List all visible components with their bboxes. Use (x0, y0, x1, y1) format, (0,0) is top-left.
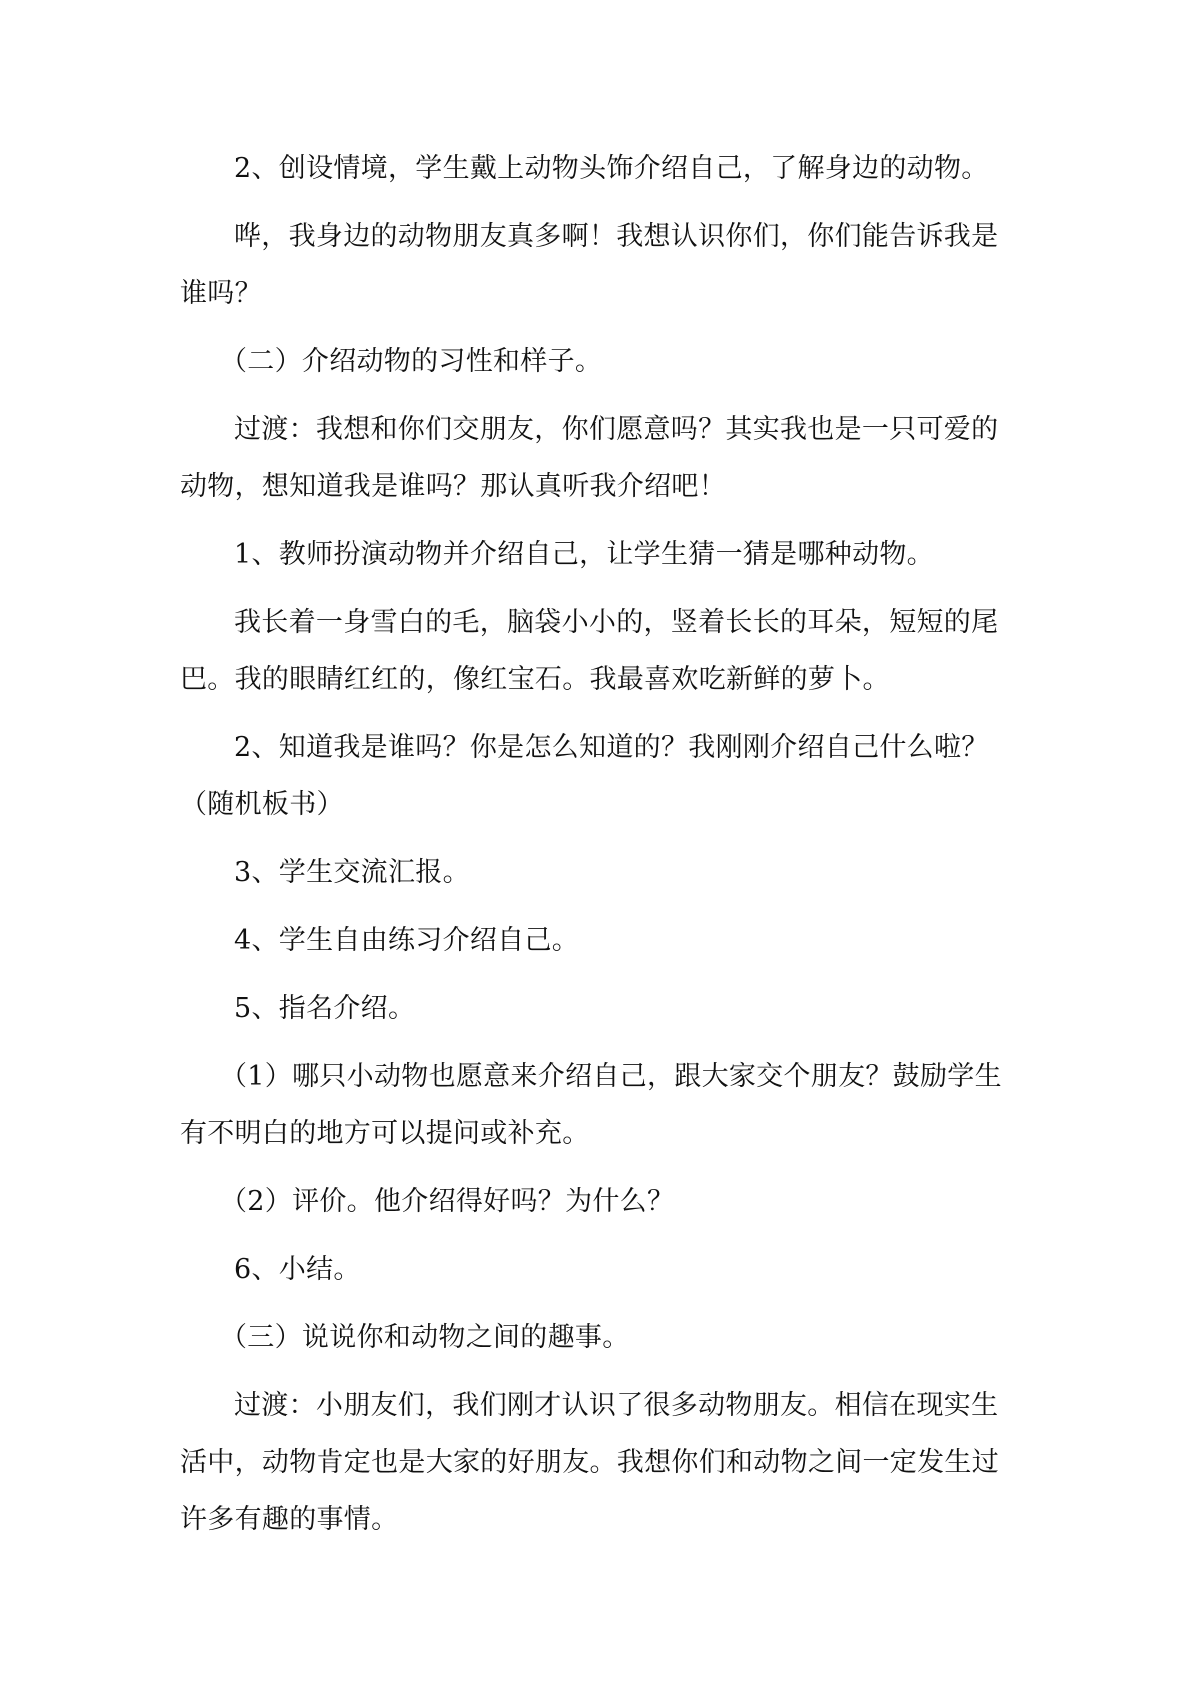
paragraph-step-2-create-scenario: 2、创设情境，学生戴上动物头饰介绍自己，了解身边的动物。 (234, 153, 989, 184)
paragraph-intro-animal-friends: 哗，我身边的动物朋友真多啊！我想认识你们，你们能告诉我是谁吗？ (180, 221, 999, 309)
paragraph-transition-2: 过渡：小朋友们，我们刚才认识了很多动物朋友。相信在现实生活中，动物肯定也是大家的好朋友。我想你们和动物之间一定发生过许多有趣的事情。 (180, 1390, 999, 1535)
section-heading-2: （二）介绍动物的习性和样子。 (220, 346, 603, 377)
paragraph-step-3-report: 3、学生交流汇报。 (234, 857, 470, 888)
paragraph-transition-1: 过渡：我想和你们交朋友，你们愿意吗？其实我也是一只可爱的动物，想知道我是谁吗？那认真听我介绍吧！ (180, 414, 999, 502)
paragraph-step-6-summary: 6、小结。 (234, 1254, 361, 1285)
paragraph-substep-1: （1）哪只小动物也愿意来介绍自己，跟大家交个朋友？鼓励学生有不明白的地方可以提问或补充。 (180, 1061, 1002, 1149)
paragraph-step-1-teacher-role: 1、教师扮演动物并介绍自己，让学生猜一猜是哪种动物。 (234, 539, 934, 570)
paragraph-step-4-practice: 4、学生自由练习介绍自己。 (234, 925, 580, 956)
paragraph-step-2-questions: 2、知道我是谁吗？你是怎么知道的？我刚刚介绍自己什么啦？（随机板书） (180, 732, 989, 820)
paragraph-substep-2: （2）评价。他介绍得好吗？为什么？ (220, 1186, 675, 1217)
paragraph-rabbit-description: 我长着一身雪白的毛，脑袋小小的，竖着长长的耳朵，短短的尾巴。我的眼睛红红的，像红宝石。我最喜欢吃新鲜的萝卜。 (180, 607, 999, 695)
paragraph-step-5-named-intro: 5、指名介绍。 (234, 993, 416, 1024)
document-body (180, 140, 1020, 1559)
section-heading-3: （三）说说你和动物之间的趣事。 (220, 1322, 630, 1353)
